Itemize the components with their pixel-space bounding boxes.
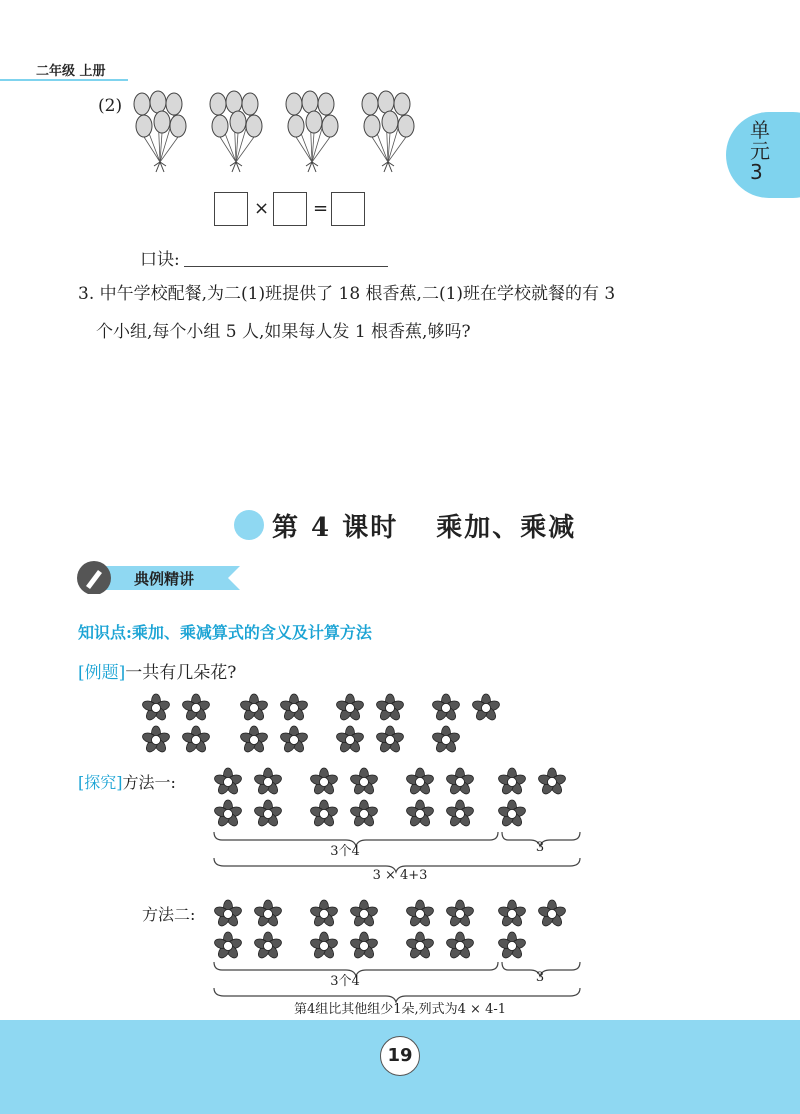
flower-icon xyxy=(213,900,242,928)
flower-icon xyxy=(375,694,404,722)
flower-icon xyxy=(537,768,566,796)
balloon-group-icon xyxy=(208,92,268,176)
method2-flowers xyxy=(212,898,582,962)
balloon-group-icon xyxy=(360,92,420,176)
explore-tag: [探究] xyxy=(78,773,123,792)
method1-flowers xyxy=(212,766,582,830)
flower-icon xyxy=(497,932,526,960)
lesson-topic: 乘加、乘减 xyxy=(436,512,577,543)
method2-rest-label: 3 xyxy=(535,970,545,985)
flower-icon xyxy=(213,932,242,960)
flower-icon xyxy=(445,932,474,960)
knowledge-text: 乘加、乘减算式的含义及计算方法 xyxy=(131,623,372,642)
flower-icon xyxy=(309,800,338,828)
answer-box-1[interactable] xyxy=(214,192,248,226)
flower-icon xyxy=(537,900,566,928)
flower-icon xyxy=(181,694,210,722)
unit-tab-line2: 元 xyxy=(750,139,770,163)
flower-icon xyxy=(471,694,500,722)
example-question xyxy=(78,658,236,683)
koujue-label: 口诀: xyxy=(140,250,180,270)
flower-icon xyxy=(253,768,282,796)
knowledge-point xyxy=(78,620,372,643)
flower-icon xyxy=(181,726,210,754)
flower-icon xyxy=(279,694,308,722)
flower-icon xyxy=(349,800,378,828)
flower-icon xyxy=(239,726,268,754)
flower-icon xyxy=(431,694,460,722)
flower-icon xyxy=(141,694,170,722)
flower-icon xyxy=(349,932,378,960)
balloon-group-icon xyxy=(132,92,192,176)
flower-icon xyxy=(445,900,474,928)
flower-icon xyxy=(497,800,526,828)
method2-note: 第4组比其他组少1朵,列式为4 × 4-1 xyxy=(293,1002,507,1017)
flower-icon xyxy=(497,768,526,796)
flower-icon xyxy=(335,694,364,722)
flower-icon xyxy=(375,726,404,754)
flower-icon xyxy=(349,768,378,796)
flower-icon xyxy=(253,800,282,828)
flower-icon xyxy=(405,900,434,928)
flower-icon xyxy=(445,768,474,796)
flower-icon xyxy=(279,726,308,754)
flower-icon xyxy=(497,900,526,928)
grade-header: 二年级 上册 xyxy=(36,64,106,79)
flower-icon xyxy=(445,800,474,828)
lesson-title xyxy=(234,500,576,550)
koujue-answer-line[interactable] xyxy=(184,266,388,267)
flower-icon xyxy=(239,694,268,722)
flower-icon xyxy=(213,768,242,796)
problem3-line1: 3. 中午学校配餐,为二(1)班提供了 18 根香蕉,二(1)班在学校就餐的有 3 xyxy=(78,284,616,304)
balloon-group-icon xyxy=(284,92,344,176)
method2-group-label: 3个4 xyxy=(330,974,360,989)
flower-icon xyxy=(335,726,364,754)
flower-icon xyxy=(253,900,282,928)
flower-icon xyxy=(253,932,282,960)
method2-label: 方法二: xyxy=(142,905,196,924)
problem2-label: (2) xyxy=(98,96,123,116)
example-flowers xyxy=(140,692,520,756)
flower-icon xyxy=(405,768,434,796)
flower-icon xyxy=(309,900,338,928)
header-divider xyxy=(0,79,128,81)
page-number: 19 xyxy=(380,1036,420,1076)
unit-tab xyxy=(726,112,800,198)
method1-rest-label: 3 xyxy=(535,840,545,855)
lesson-number: 第 4 课时 xyxy=(272,512,399,543)
flower-icon xyxy=(309,932,338,960)
section-banner xyxy=(76,560,242,594)
method1-group-label: 3个4 xyxy=(330,844,360,859)
flower-icon xyxy=(213,800,242,828)
method1-heading xyxy=(78,770,176,793)
method1-label: 方法一: xyxy=(122,773,176,792)
flower-icon xyxy=(431,726,460,754)
flower-icon xyxy=(309,768,338,796)
answer-box-3[interactable] xyxy=(331,192,365,226)
unit-tab-line3: 3 xyxy=(750,160,763,184)
banner-label: 典例精讲 xyxy=(134,570,195,588)
times-sign: × xyxy=(254,198,270,219)
equals-sign: = xyxy=(313,198,329,219)
answer-box-2[interactable] xyxy=(273,192,307,226)
flower-icon xyxy=(405,800,434,828)
flower-icon xyxy=(349,900,378,928)
example-tag: [例题] xyxy=(78,663,126,683)
unit-tab-line1: 单 xyxy=(750,118,770,142)
flower-icon xyxy=(141,726,170,754)
problem3-line2: 个小组,每个小组 5 人,如果每人发 1 根香蕉,够吗? xyxy=(96,322,471,342)
knowledge-label: 知识点: xyxy=(78,623,132,642)
flower-icon xyxy=(405,932,434,960)
method1-formula: 3 × 4+3 xyxy=(372,868,428,883)
example-text: 一共有几朵花? xyxy=(125,663,237,683)
title-dot-icon xyxy=(234,510,264,540)
